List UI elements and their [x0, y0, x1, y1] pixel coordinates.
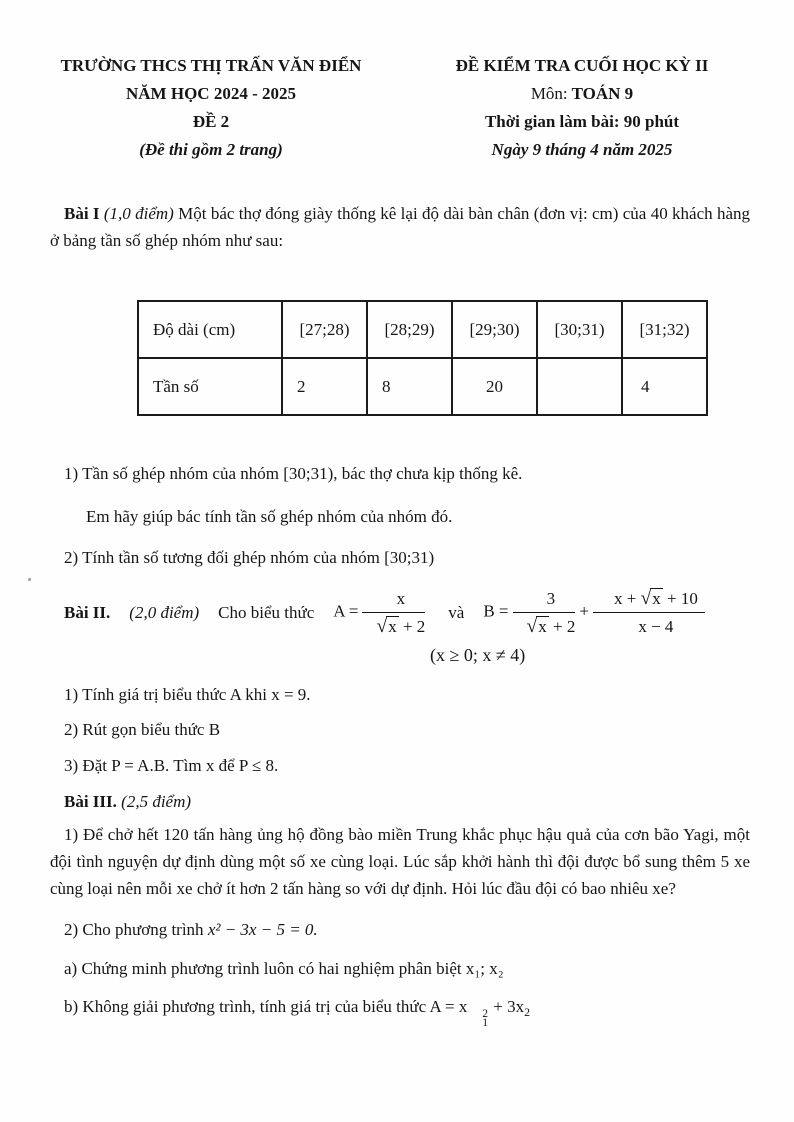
freq-cell-5: 4 [622, 358, 707, 415]
p2-question-2: 2) Rút gọn biểu thức B [64, 720, 221, 739]
problem2-points: (2,0 điểm) [129, 603, 200, 622]
radical-sign: √ [376, 616, 387, 637]
bin-cell-5: [31;32) [622, 301, 707, 358]
p3-question-2 [50, 916, 750, 943]
problem2-intro-text: Cho biểu thức [218, 603, 315, 622]
bin-cell-2: [28;29) [367, 301, 452, 358]
freq-cell-3: 20 [452, 358, 537, 415]
subscript-1: 1 [482, 1016, 489, 1029]
num-pre: x + [613, 589, 637, 608]
problem3-heading: Bài III. [64, 792, 117, 811]
exam-subject-line [414, 80, 750, 108]
formula-B-f2-denominator: x − 4 [638, 617, 674, 636]
p3-q2-label: 2) Cho phương trình [64, 920, 204, 939]
bin-cell-4: [30;31) [537, 301, 622, 358]
freq-cell-4 [537, 358, 622, 415]
exam-header [50, 52, 750, 164]
problem1-intro [50, 200, 750, 254]
radicand: x [538, 617, 547, 636]
formula-A-denominator [362, 613, 425, 638]
p3-question-1: 1) Để chở hết 120 tấn hàng ủng hộ đồng bào miền Trung khắc phục hậu quả của cơn bão Yagi, một đội tình nguyện dự định dùng một số xe cùng loại. Lúc sắp khởi hành thì đội được bổ sung thêm 5 xe cùng loại nên mỗi xe chở ít hơn 2 tấn hàng so với dự định. Hỏi lúc đầu đội có bao nhiêu xe? [50, 825, 750, 898]
scan-speck [28, 578, 31, 581]
table-row-bins [138, 301, 707, 358]
formula-b-mid: + 3x [493, 997, 525, 1016]
radical-sign: √ [526, 616, 537, 637]
superscript-2: 2 [482, 1008, 489, 1021]
conjunction: và [448, 603, 465, 622]
exam-code: ĐỀ 2 [192, 112, 230, 131]
p2-question-3: 3) Đặt P = A.B. Tìm x để P ≤ 8. [64, 756, 279, 775]
pages-note: (Đề thi gồm 2 trang) [139, 140, 283, 159]
radicand: x [652, 589, 661, 608]
freq-cell-1: 2 [282, 358, 367, 415]
sub-sup-stack [468, 1010, 488, 1028]
formula-b-pre: A = x [429, 997, 468, 1016]
den-rest: + 2 [402, 617, 426, 636]
problem3-points: (2,5 điểm) [121, 792, 192, 811]
bin-cell-1: [27;28) [282, 301, 367, 358]
freq-cell-2: 8 [367, 358, 452, 415]
formula-B-lhs: B = [483, 601, 509, 621]
radical-sign: √ [640, 588, 651, 609]
den-rest: + 2 [553, 617, 576, 636]
formula-B-fraction-2 [593, 587, 705, 638]
formula-A [319, 587, 429, 638]
p1-question-2: 2) Tính tần số tương đối ghép nhóm của nhóm [30;31) [64, 548, 435, 567]
school-name: TRƯỜNG THCS THỊ TRẤN VĂN ĐIỂN [60, 56, 362, 75]
school-block [50, 52, 372, 164]
problem3-heading-line [50, 788, 750, 815]
p2-question-1: 1) Tính giá trị biểu thức A khi x = 9. [64, 685, 311, 704]
p1-question-1: 1) Tần số ghép nhóm của nhóm [30;31), bác thợ chưa kịp thống kê. [64, 464, 523, 483]
formula-B-fraction-1 [513, 587, 576, 638]
subject-label: Môn: [530, 84, 568, 103]
sqrt-x [641, 589, 663, 608]
exam-date: Ngày 9 tháng 4 năm 2025 [491, 140, 673, 159]
exam-duration: Thời gian làm bài: 90 phút [484, 112, 680, 131]
formula-B-f1-denominator [513, 613, 576, 638]
bin-cell-3: [29;30) [452, 301, 537, 358]
plus-sign: + [579, 601, 589, 621]
exam-title: ĐỀ KIỂM TRA CUỐI HỌC KỲ II [455, 56, 709, 75]
frequency-table [137, 300, 708, 416]
p3-q2-equation: x² − 3x − 5 = 0. [207, 920, 318, 939]
exam-info-block [414, 52, 750, 164]
school-year: NĂM HỌC 2024 - 2025 [126, 84, 296, 103]
num-post: + 10 [667, 589, 698, 608]
formula-A-numerator: x [362, 587, 425, 613]
p1-question-1b: Em hãy giúp bác tính tần số ghép nhóm của nhóm đó. [86, 507, 453, 526]
p2-condition: (x ≥ 0; x ≠ 4) [430, 645, 526, 665]
formula-A-lhs: A = [333, 601, 359, 621]
table-header-frequency: Tần số [138, 358, 282, 415]
formula-B-f2-numerator [593, 587, 705, 613]
sqrt-x [376, 617, 398, 636]
radicand: x [388, 617, 397, 636]
problem2-heading: Bài II. [64, 603, 111, 622]
problem1-points: (1,0 điểm) [103, 204, 174, 223]
formula-A-fraction [362, 587, 425, 638]
formula-B [469, 587, 709, 638]
formula-B-f1-numerator: 3 [513, 587, 576, 613]
p3-qb-label: b) Không giải phương trình, tính giá trị của biểu thức [64, 997, 427, 1016]
subscript-2: 2 [524, 1005, 531, 1020]
problem1-intro-text: Một bác thợ đóng giày thống kê lại độ dài bàn chân (đơn vị: cm) của 40 khách hàng ở bảng tần số ghép nhóm như sau: [50, 204, 750, 250]
problem1-heading: Bài I [64, 204, 100, 223]
problem2-intro [50, 587, 750, 638]
subject-name: TOÁN 9 [571, 84, 634, 103]
p3-question-a: a) Chứng minh phương trình luôn có hai nghiệm phân biệt x₁; x₂ [64, 959, 504, 978]
formula-b-expression [429, 997, 531, 1029]
p3-question-b [50, 993, 750, 1028]
table-header-length: Độ dài (cm) [138, 301, 282, 358]
table-row-frequencies [138, 358, 707, 415]
sqrt-x [527, 617, 549, 636]
